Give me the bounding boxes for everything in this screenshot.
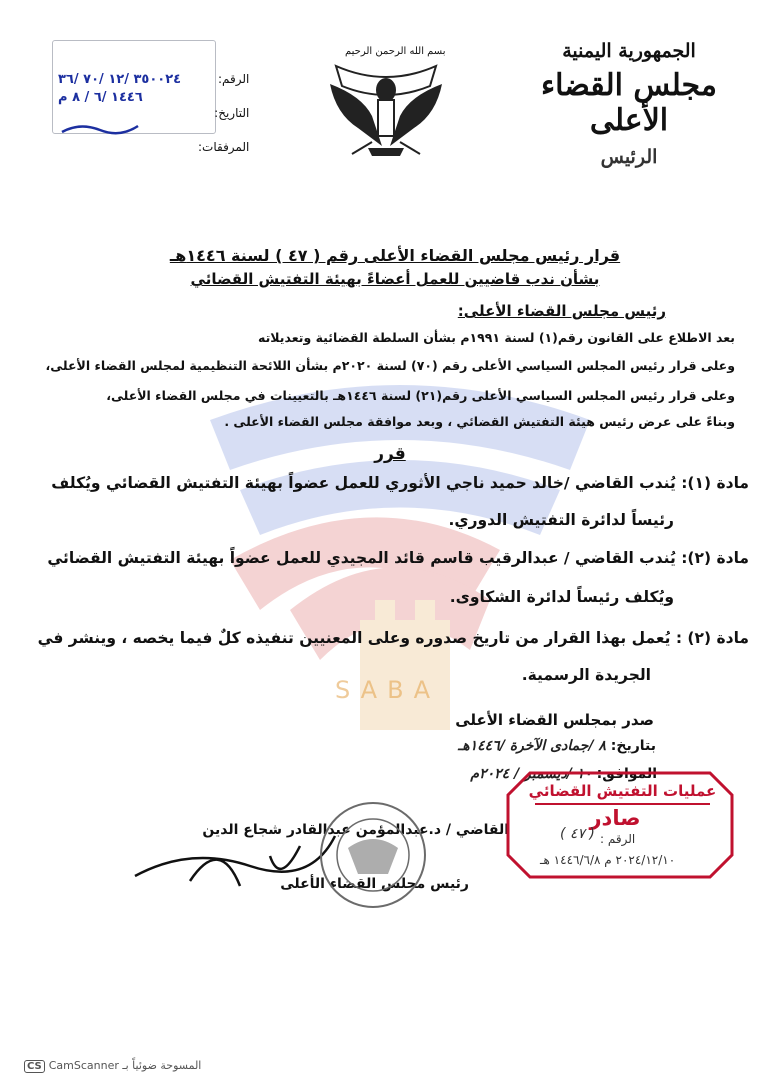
stamp-office: عمليات التفتيش القضائي bbox=[528, 782, 717, 800]
camscanner-footer bbox=[24, 1059, 201, 1073]
president-label: الرئيس bbox=[600, 146, 658, 168]
stamp-status: صادر bbox=[589, 806, 641, 830]
camscanner-text: CamScanner المسوحة ضوئياً بـ bbox=[48, 1059, 202, 1072]
article-2-line: ويُكلف رئيساً لدائرة الشكاوى. bbox=[449, 588, 674, 606]
hijri-date-value: ٨ /جمادى الآخرة /١٤٤٦هـ bbox=[458, 738, 606, 754]
decision-heading: قرر bbox=[374, 444, 406, 464]
date-label: التاريخ: bbox=[214, 106, 250, 120]
article-2-line: مادة (٢): يُندب القاضي / عبدالرقيب قاسم قائد المجيدي للعمل عضواً بهيئة التفتيش القضائي bbox=[47, 549, 749, 567]
ref-signature-scribble bbox=[60, 118, 140, 138]
decision-title: قرار رئيس مجلس القضاء الأعلى رقم ( ٤٧ ) لسنة ١٤٤٦هـ bbox=[169, 246, 621, 265]
greg-date-label: الموافق: bbox=[596, 766, 657, 782]
stamp-number-label: الرقم : bbox=[600, 832, 636, 846]
attachments-label: المرفقات: bbox=[198, 140, 250, 154]
stamp-number-value: ( ٤٧ ) bbox=[560, 826, 595, 842]
article-1-line: مادة (١): يُندب القاضي /خالد حميد ناجي الأثوري للعمل عضواً بهيئة التفتيش القضائي ويُكلف bbox=[51, 474, 749, 492]
addressee: رئيس مجلس القضاء الأعلى: bbox=[457, 302, 666, 320]
ref-number-value: ٣٥٠٠٢٤ /١٢ /٧٠ /٣٦ bbox=[58, 72, 182, 87]
preamble-line: وعلى قرار رئيس المجلس السياسي الأعلى رقم (٧٠) لسنة ٢٠٢٠م بشأن اللائحة التنظيمية لمجلس القضاء الأعلى، bbox=[45, 358, 735, 373]
greg-date-value: ١٠ /ديسمبر / ٢٠٢٤م bbox=[470, 766, 592, 782]
reference-labels bbox=[198, 62, 249, 164]
article-3-line: الجريدة الرسمية. bbox=[521, 666, 651, 684]
preamble-line: وعلى قرار رئيس المجلس السياسي الأعلى رقم(٢١) لسنة ١٤٤٦هـ بالتعيينات في مجلس القضاء الأعلى، bbox=[106, 388, 735, 403]
issued-at: صدر بمجلس القضاء الأعلى bbox=[455, 711, 654, 729]
preamble-line: وبناءً على عرض رئيس هيئة التفتيش القضائي ، وبعد موافقة مجلس القضاء الأعلى . bbox=[224, 414, 735, 429]
hijri-date-row bbox=[458, 738, 656, 754]
signatory-name: القاضي / د.عبدالمؤمن عبدالقادر شجاع الدين bbox=[202, 822, 509, 838]
hijri-date-label: بتاريخ: bbox=[610, 738, 656, 754]
stamp-date-value: ٢٠٢٤/١٢/١٠ م ١٤٤٦/٦/٨ هـ bbox=[540, 853, 676, 867]
official-seal-icon bbox=[318, 800, 428, 910]
ref-label: الرقم: bbox=[217, 72, 250, 86]
republic-name: الجمهورية اليمنية bbox=[562, 40, 696, 62]
decision-subject: بشأن ندب قاضيين للعمل أعضاءً بهيئة التفتيش القضائي bbox=[190, 270, 600, 288]
article-1-line: رئيساً لدائرة التفتيش الدوري. bbox=[448, 511, 674, 529]
article-3-line: مادة (٢) : يُعمل بهذا القرار من تاريخ صدوره وعلى المعنيين تنفيذه كلٌ فيما يخصه ، وينشر في bbox=[37, 629, 749, 647]
signatory-title: رئيس مجلس القضاء الأعلى bbox=[280, 876, 469, 892]
council-name: مجلس القضاء الأعلى bbox=[541, 68, 717, 138]
camscanner-logo-icon: CS bbox=[24, 1060, 45, 1073]
handwritten-signature bbox=[130, 826, 340, 896]
watermark-text: SABA bbox=[335, 676, 440, 704]
ref-date-value: ١٤٤٦ /٦ / ٨ م bbox=[58, 90, 143, 105]
basmala: بسم الله الرحمن الرحيم bbox=[345, 46, 446, 57]
letterhead-institution bbox=[534, 40, 724, 168]
preamble-line: بعد الاطلاع على القانون رقم(١) لسنة ١٩٩١م بشأن السلطة القضائية وتعديلاته bbox=[258, 330, 735, 345]
